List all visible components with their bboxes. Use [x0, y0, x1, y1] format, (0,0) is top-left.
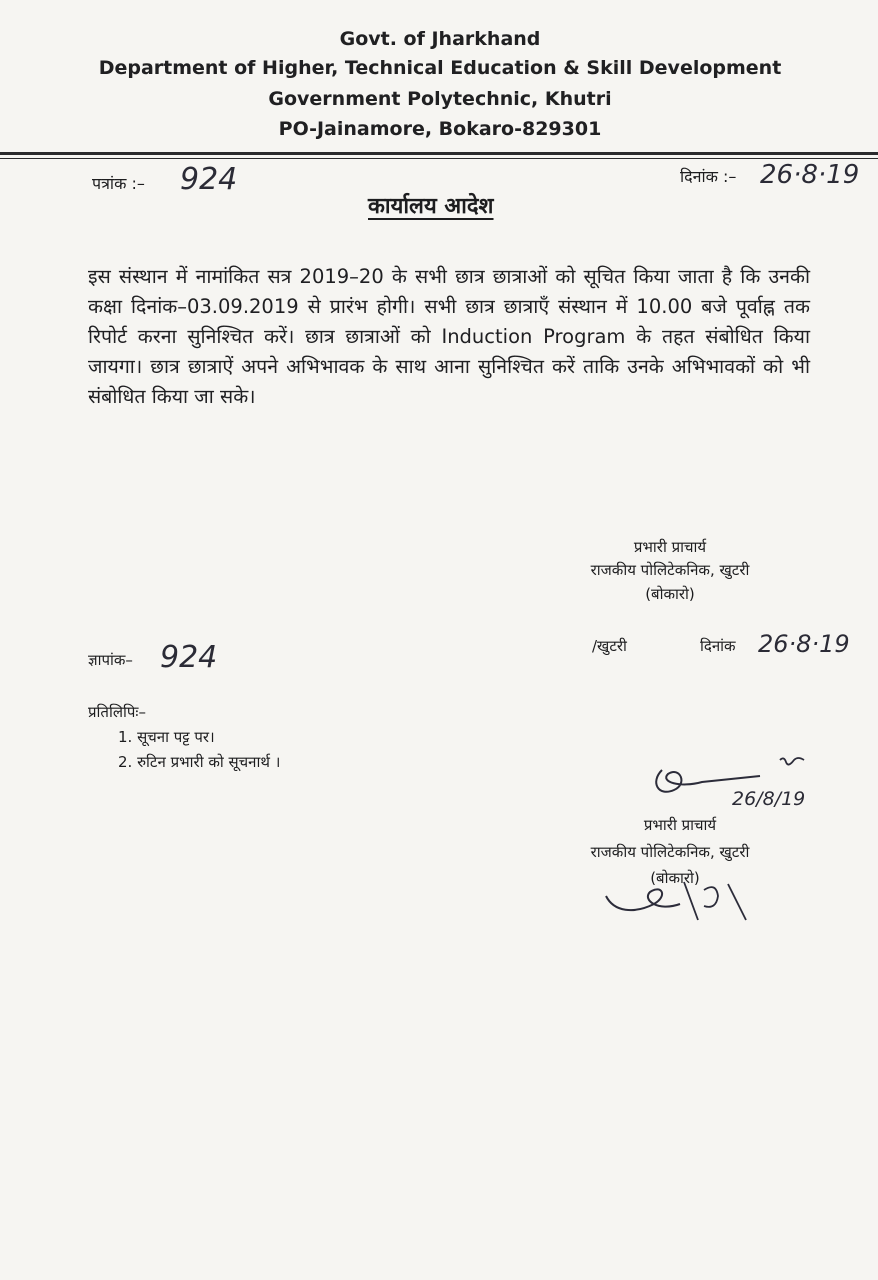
ref-label: पत्रांक :–: [92, 174, 145, 193]
signature2-date-handwritten: 26/8/19: [732, 788, 806, 810]
header-institute: Government Polytechnic, Khutri: [268, 88, 612, 110]
ref-number-handwritten: 924: [180, 162, 238, 197]
order-title: कार्यालय आदेश: [368, 194, 494, 219]
signature2-place: (बोकारो): [650, 869, 700, 887]
header-rule-thin: [0, 158, 878, 159]
date-label: दिनांक :–: [680, 167, 737, 186]
memo-date-handwritten: 26·8·19: [758, 630, 850, 658]
header-govt: Govt. of Jharkhand: [339, 28, 541, 50]
memo-date-label: दिनांक: [700, 637, 736, 655]
signature2-institute: राजकीय पोलिटेकनिक, खुटरी: [590, 843, 750, 861]
signature1-designation: प्रभारी प्राचार्य: [633, 538, 707, 556]
signature-scrawl-icon: [640, 752, 830, 822]
signature1-place: (बोकारो): [645, 585, 695, 603]
date-handwritten: 26·8·19: [760, 160, 860, 190]
header-rule: [0, 152, 878, 155]
memo-number-handwritten: 924: [160, 640, 218, 675]
initials-scrawl-icon: [598, 866, 768, 936]
copy-heading: प्रतिलिपिः–: [88, 703, 146, 721]
signature2-designation: प्रभारी प्राचार्य: [643, 816, 717, 834]
header-address: PO-Jainamore, Bokaro-829301: [278, 118, 602, 140]
memo-place: /खुटरी: [592, 637, 627, 655]
order-body: इस संस्थान में नामांकित सत्र 2019–20 के सभी छात्र छात्राओं को सूचित किया जाता है कि उनकी कक्षा दिनांक–03.09.2019 से प्रारंभ होगी। सभी छात्र छात्राएँ संस्थान में 10.00 बजे पूर्वाह्न तक रिपोर्ट करना सुनिश्चित करें। छात्र छात्राओं को Induction Program के तहत संबोधित किया जायगा। छात्र छात्राऐं अपने अभिभावक के साथ आना सुनिश्चित करें ताकि उनके अभिभावकों को भी संबोधित किया जा सके।: [88, 265, 810, 408]
copy-item-2: 2. रुटिन प्रभारी को सूचनार्थ ।: [118, 753, 281, 771]
copy-item-1: 1. सूचना पट्ट पर।: [118, 728, 215, 746]
memo-label: ज्ञापांक–: [88, 651, 133, 669]
header-department: Department of Higher, Technical Education & Skill Development: [98, 57, 782, 79]
signature1-institute: राजकीय पोलिटेकनिक, खुटरी: [590, 561, 750, 579]
